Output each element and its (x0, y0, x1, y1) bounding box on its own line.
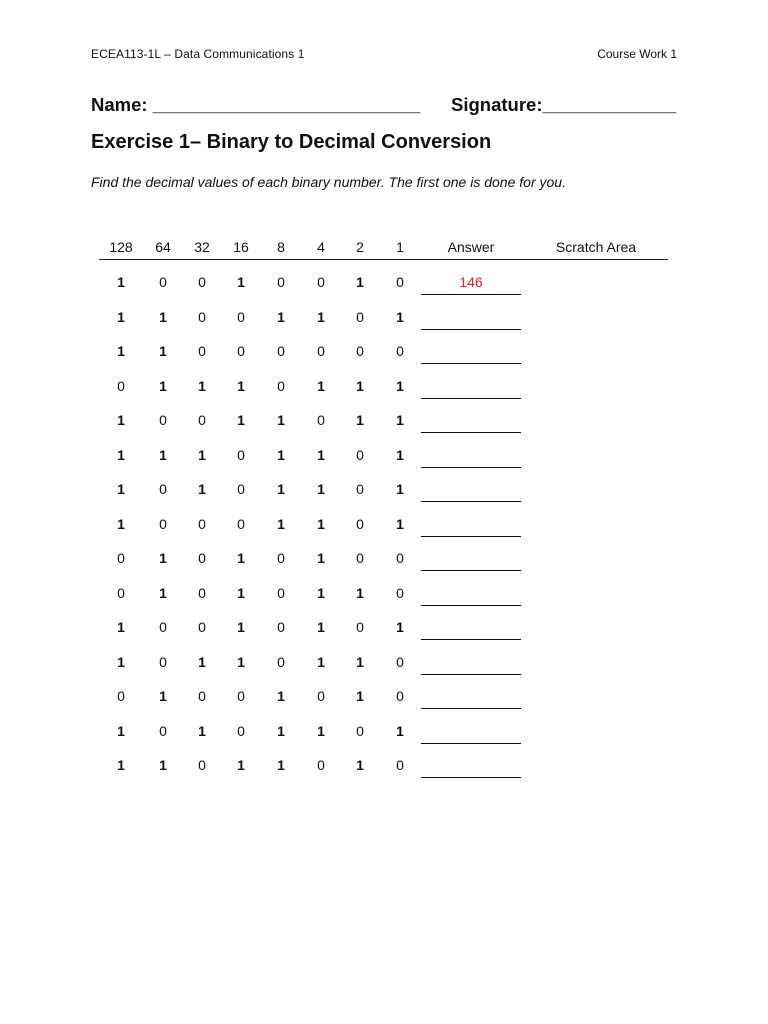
bit-cell: 0 (159, 619, 167, 635)
bit-cell: 0 (117, 584, 125, 601)
bit-cell: 1 (317, 584, 325, 601)
bit-cell: 0 (396, 757, 404, 773)
bit-cell: 1 (237, 412, 245, 428)
bit-cell: 1 (198, 446, 206, 463)
bit-cell: 1 (277, 446, 285, 463)
bit-cell: 0 (198, 274, 206, 290)
bit-cell: 0 (396, 274, 404, 290)
bit-cell: 0 (356, 550, 364, 566)
bit-cell: 0 (237, 446, 245, 463)
answer-blank[interactable]: 146 (421, 274, 521, 295)
bit-cell: 1 (277, 688, 285, 704)
answer-blank[interactable] (421, 412, 521, 433)
bit-cell: 1 (396, 377, 404, 394)
bit-cell: 1 (356, 757, 364, 773)
bit-cell: 0 (237, 688, 245, 704)
table-row (0, 550, 768, 584)
bit-cell: 1 (396, 722, 404, 739)
table-row (0, 757, 768, 791)
bit-cell: 1 (198, 653, 206, 670)
bit-cell: 1 (237, 377, 245, 394)
bit-cell: 1 (159, 584, 167, 601)
course-title: ECEA113-1L – Data Communications 1 (91, 47, 305, 61)
bit-cell: 1 (117, 412, 125, 428)
bit-cell: 0 (396, 550, 404, 566)
bit-cell: 0 (159, 412, 167, 428)
answer-column-header: Answer (447, 239, 495, 255)
bit-cell: 0 (237, 481, 245, 497)
bit-cell: 0 (396, 688, 404, 704)
bit-cell: 1 (117, 274, 125, 290)
bit-cell: 0 (277, 343, 285, 359)
bit-cell: 1 (396, 515, 404, 532)
place-value-header: 64 (155, 239, 171, 255)
bit-cell: 1 (237, 653, 245, 670)
bit-cell: 1 (237, 584, 245, 601)
place-value-header: 8 (277, 239, 285, 255)
bit-cell: 1 (317, 550, 325, 566)
bit-cell: 1 (237, 550, 245, 566)
scratch-area-header: Scratch Area (555, 239, 637, 255)
answer-blank[interactable] (421, 654, 521, 675)
table-row (0, 274, 768, 308)
bit-cell: 0 (317, 274, 325, 290)
bit-cell: 1 (396, 481, 404, 497)
bit-cell: 1 (317, 722, 325, 739)
table-row (0, 343, 768, 377)
place-value-header: 16 (233, 239, 249, 255)
bit-cell: 1 (117, 446, 125, 463)
bit-cell: 1 (277, 757, 285, 773)
bit-cell: 1 (317, 481, 325, 497)
bit-cell: 1 (356, 653, 364, 670)
bit-cell: 1 (317, 308, 325, 325)
bit-cell: 0 (237, 515, 245, 532)
bit-cell: 1 (117, 722, 125, 739)
bit-cell: 0 (356, 446, 364, 463)
bit-cell: 0 (317, 757, 325, 773)
answer-blank[interactable] (421, 343, 521, 364)
bit-cell: 1 (117, 343, 125, 359)
bit-cell: 1 (356, 412, 364, 428)
bit-cell: 1 (356, 584, 364, 601)
bit-cell: 1 (396, 412, 404, 428)
table-row (0, 723, 768, 757)
bit-cell: 1 (237, 274, 245, 290)
bit-cell: 1 (117, 481, 125, 497)
bit-cell: 1 (159, 550, 167, 566)
table-row (0, 585, 768, 619)
table-row (0, 516, 768, 550)
bit-cell: 0 (198, 550, 206, 566)
bit-cell: 1 (117, 619, 125, 635)
answer-blank[interactable] (421, 550, 521, 571)
bit-cell: 1 (356, 377, 364, 394)
bit-cell: 1 (117, 757, 125, 773)
bit-cell: 0 (277, 377, 285, 394)
bit-cell: 0 (159, 653, 167, 670)
bit-cell: 1 (317, 619, 325, 635)
answer-blank[interactable] (421, 757, 521, 778)
exercise-instructions: Find the decimal values of each binary number. The first one is done for you. (91, 174, 566, 190)
place-value-header: 4 (317, 239, 325, 255)
bit-cell: 0 (198, 584, 206, 601)
bit-cell: 1 (317, 377, 325, 394)
bit-cell: 1 (277, 412, 285, 428)
bit-cell: 1 (117, 653, 125, 670)
bit-cell: 1 (396, 308, 404, 325)
table-row (0, 447, 768, 481)
bit-cell: 1 (356, 688, 364, 704)
bit-cell: 0 (356, 343, 364, 359)
table-row (0, 378, 768, 412)
bit-cell: 0 (277, 550, 285, 566)
answer-blank[interactable] (421, 585, 521, 606)
bit-cell: 0 (198, 619, 206, 635)
bit-cell: 1 (317, 653, 325, 670)
bit-cell: 1 (198, 377, 206, 394)
bit-cell: 0 (356, 481, 364, 497)
bit-cell: 1 (317, 446, 325, 463)
bit-cell: 1 (277, 481, 285, 497)
bit-cell: 0 (117, 550, 125, 566)
bit-cell: 0 (356, 619, 364, 635)
table-row (0, 619, 768, 653)
bit-cell: 1 (277, 722, 285, 739)
place-value-header: 2 (356, 239, 364, 255)
bit-cell: 1 (159, 377, 167, 394)
bit-cell: 0 (198, 688, 206, 704)
place-value-header: 128 (109, 239, 133, 255)
bit-cell: 0 (117, 377, 125, 394)
bit-cell: 1 (396, 446, 404, 463)
name-field: Name: __________________________ (91, 94, 421, 115)
bit-cell: 0 (198, 515, 206, 532)
bit-cell: 1 (117, 515, 125, 532)
answer-blank[interactable] (421, 723, 521, 744)
answer-blank[interactable] (421, 688, 521, 709)
bit-cell: 0 (198, 412, 206, 428)
bit-cell: 0 (237, 722, 245, 739)
bit-cell: 1 (159, 343, 167, 359)
bit-cell: 1 (356, 274, 364, 290)
bit-cell: 1 (198, 722, 206, 739)
bit-cell: 1 (159, 688, 167, 704)
bit-cell: 1 (237, 619, 245, 635)
answer-blank[interactable] (421, 516, 521, 537)
bit-cell: 1 (277, 515, 285, 532)
bit-cell: 0 (317, 688, 325, 704)
header-rule (99, 259, 668, 260)
bit-cell: 0 (317, 343, 325, 359)
bit-cell: 1 (317, 515, 325, 532)
bit-cell: 1 (159, 308, 167, 325)
bit-cell: 0 (396, 653, 404, 670)
bit-cell: 0 (159, 481, 167, 497)
signature-field: Signature:_____________ (451, 94, 677, 115)
coursework-label: Course Work 1 (597, 47, 677, 61)
bit-cell: 0 (237, 308, 245, 325)
answer-blank[interactable] (421, 481, 521, 502)
bit-cell: 0 (356, 308, 364, 325)
table-row (0, 412, 768, 446)
answer-blank[interactable] (421, 619, 521, 640)
bit-cell: 0 (159, 274, 167, 290)
bit-cell: 0 (277, 274, 285, 290)
table-row (0, 481, 768, 515)
bit-cell: 0 (198, 343, 206, 359)
bit-cell: 0 (396, 343, 404, 359)
place-value-header: 32 (194, 239, 210, 255)
bit-cell: 0 (356, 722, 364, 739)
bit-cell: 1 (396, 619, 404, 635)
bit-cell: 0 (277, 584, 285, 601)
bit-cell: 1 (198, 481, 206, 497)
answer-blank[interactable] (421, 447, 521, 468)
bit-cell: 0 (198, 757, 206, 773)
bit-cell: 0 (159, 515, 167, 532)
bit-cell: 0 (277, 653, 285, 670)
bit-cell: 1 (159, 446, 167, 463)
bit-cell: 0 (356, 515, 364, 532)
bit-cell: 0 (117, 688, 125, 704)
answer-blank[interactable] (421, 378, 521, 399)
bit-cell: 1 (117, 308, 125, 325)
table-row (0, 309, 768, 343)
table-row (0, 688, 768, 722)
bit-cell: 0 (237, 343, 245, 359)
bit-cell: 1 (237, 757, 245, 773)
answer-blank[interactable] (421, 309, 521, 330)
bit-cell: 1 (159, 757, 167, 773)
bit-cell: 0 (317, 412, 325, 428)
place-value-header: 1 (396, 239, 404, 255)
bit-cell: 0 (159, 722, 167, 739)
bit-cell: 0 (198, 308, 206, 325)
table-row (0, 654, 768, 688)
bit-cell: 0 (396, 584, 404, 601)
bit-cell: 0 (277, 619, 285, 635)
bit-cell: 1 (277, 308, 285, 325)
exercise-title: Exercise 1– Binary to Decimal Conversion (91, 131, 492, 153)
